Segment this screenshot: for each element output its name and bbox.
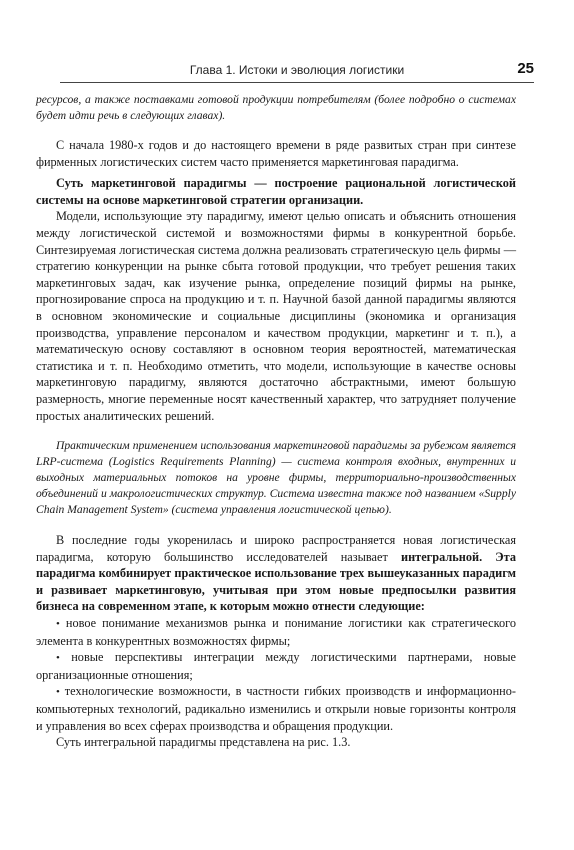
page-header [60,60,534,83]
page-body [36,92,516,751]
paragraph-continued-italic: ресурсов, а также поставками готовой продукции потребителям (более подробно о системах будет идти речь в следующих главах). [36,93,516,122]
page-number: 25 [517,60,534,77]
integral-bold-text: интегральной. Эта парадигма комбинирует практическое использование трех вышеуказанных парадигм и развивает маркетинговую, учитывая при этом новые предпосылки развития бизнеса на современном этапе, к которым можно отнести следующие: [36,549,516,614]
list-item [36,683,516,734]
bullet-icon: • [56,652,60,665]
paragraph-marketing-models: Модели, использующие эту парадигму, имеют целью описать и объяснить отношения между логистической системой и возможностями фирмы в конкурентной борьбе. Синтезируемая логистическая система должна реализовать стратегическую цель фирмы — стратегию конкуренции на рынке сбыта готовой продукции, что требует решения таких маркетинговых задач, как изучение рынка, определение позиций фирмы на рынке, прогнозирование спроса на продукцию и т. п. Научной базой данной парадигмы являются в основном экономические и социальные дисциплины (экономика и организация производства, управление персоналом и качеством продукции, маркетинг и т. п.), а математическую основу составляют в основном теория вероятностей, математическая статистика и т. п. Необходимо отметить, что модели, использующие в качестве основы маркетинговую парадигму, являются достаточно абстрактными, имеют большую размерность, многие переменные носят качественный характер, что затрудняет получение простых аналитических решений. [36,209,516,423]
integral-intro-text: В последние годы укоренилась и широко распространяется новая логистическая парадигма, которую большинство исследователей называет [36,533,516,564]
bullet-icon: • [56,686,60,699]
list-item-text: новое понимание механизмов рынка и понимание логистики как стратегического элемента в конкурентных возможностях фирмы; [36,616,517,648]
paragraph-lrp-system: Практическим применением использования маркетинговой парадигмы за рубежом является LRP-система (Logistics Requirements Planning) — система контроля входных, внутренних и выходных материальных потоков на уровне фирмы, территориально-производственных объединений и макрологистических структур. Система известна также под названием «Supply Chain Management System» (система управления логистической цепью). [36,439,516,517]
list-item [36,615,516,649]
paragraph-figure-reference: Суть интегральной парадигмы представлена на рис. 1.3. [56,735,351,750]
paragraph-marketing-essence: Суть маркетинговой парадигмы — построение рациональной логистической системы на основе маркетинговой стратегии организации. [36,176,516,207]
list-item-text: технологические возможности, в частности гибких производств и информационно-компьютерных технологий, радикально изменились и открыли новые горизонты контроля и управления во всех сферах производства и обращения продукции. [36,684,516,733]
running-head: Глава 1. Истоки и эволюция логистики [189,63,405,77]
paragraph-integral-paradigm [36,532,516,615]
list-item-text: новые перспективы интеграции между логистическими партнерами, новые организационные отношения; [36,650,516,682]
list-item [36,649,516,683]
paragraph-marketing-intro: С начала 1980-х годов и до настоящего времени в ряде развитых стран при синтезе фирменных логистических систем часто применяется маркетинговая парадигма. [36,138,516,169]
bullet-icon: • [56,618,60,631]
